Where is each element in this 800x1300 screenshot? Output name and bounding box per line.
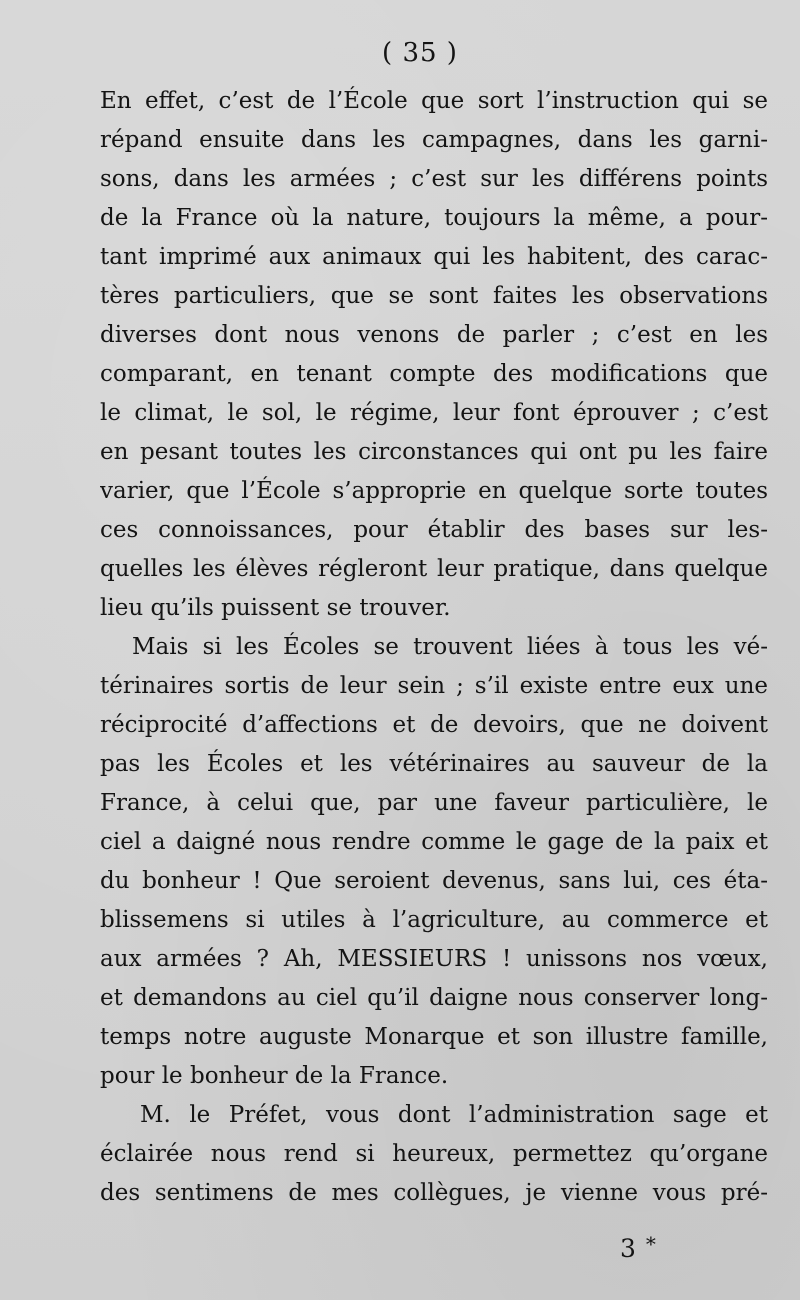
text-line: Mais si les Écoles se trouvent liées à tous les vé- <box>132 634 768 660</box>
text-line: ciel a daigné nous rendre comme le gage de la paix et <box>100 829 768 855</box>
text-line: quelles les élèves régleront leur pratique, dans quelque <box>100 556 768 582</box>
paragraph-3 <box>100 1096 768 1213</box>
text-line: blissemens si utiles à l’agriculture, au commerce et <box>100 907 768 933</box>
text-line: En effet, c’est de l’École que sort l’instruction qui se <box>100 88 768 114</box>
text-line: des sentimens de mes collègues, je vienne vous pré- <box>100 1180 768 1206</box>
text-line: comparant, en tenant compte des modifications que <box>100 361 768 387</box>
text-line: et demandons au ciel qu’il daigne nous conserver long- <box>100 985 768 1011</box>
paragraph-1 <box>100 82 768 628</box>
text-line: réciprocité d’affections et de devoirs, que ne doivent <box>100 712 768 738</box>
text-line: M. le Préfet, vous dont l’administration sage et <box>140 1102 768 1128</box>
text-line: tères particuliers, que se sont faites les observations <box>100 283 768 309</box>
text-line: ces connoissances, pour établir des bases sur les- <box>100 517 768 543</box>
text-line: pour le bonheur de la France. <box>100 1063 449 1089</box>
text-line: tant imprimé aux animaux qui les habitent, des carac- <box>100 244 768 270</box>
text-line: diverses dont nous venons de parler ; c’est en les <box>100 322 768 348</box>
text-line: térinaires sortis de leur sein ; s’il existe entre eux une <box>100 673 768 699</box>
signature-mark <box>620 1232 656 1263</box>
text-line: le climat, le sol, le régime, leur font éprouver ; c’est <box>100 400 768 426</box>
text-line: répand ensuite dans les campagnes, dans les garni- <box>100 127 768 153</box>
text-line: éclairée nous rend si heureux, permettez qu’organe <box>100 1141 768 1167</box>
text-line: aux armées ? Ah, MESSIEURS ! unissons nos vœux, <box>100 946 768 972</box>
text-line: varier, que l’École s’approprie en quelque sorte toutes <box>100 478 768 504</box>
text-line: France, à celui que, par une faveur particulière, le <box>100 790 768 816</box>
text-line: temps notre auguste Monarque et son illustre famille, <box>100 1024 768 1050</box>
body-text <box>100 82 768 1213</box>
text-line: en pesant toutes les circonstances qui ont pu les faire <box>100 439 768 465</box>
text-line: pas les Écoles et les vétérinaires au sauveur de la <box>100 751 768 777</box>
paragraph-2 <box>100 628 768 1096</box>
signature-number: 3 <box>620 1234 636 1263</box>
text-line: de la France où la nature, toujours la même, a pour- <box>100 205 768 231</box>
text-line: sons, dans les armées ; c’est sur les différens points <box>100 166 768 192</box>
text-line: lieu qu’ils puissent se trouver. <box>100 595 451 621</box>
text-line: du bonheur ! Que seroient devenus, sans lui, ces éta- <box>100 868 768 894</box>
page-number: ( 35 ) <box>382 38 458 68</box>
asterisk-icon: * <box>645 1232 656 1256</box>
